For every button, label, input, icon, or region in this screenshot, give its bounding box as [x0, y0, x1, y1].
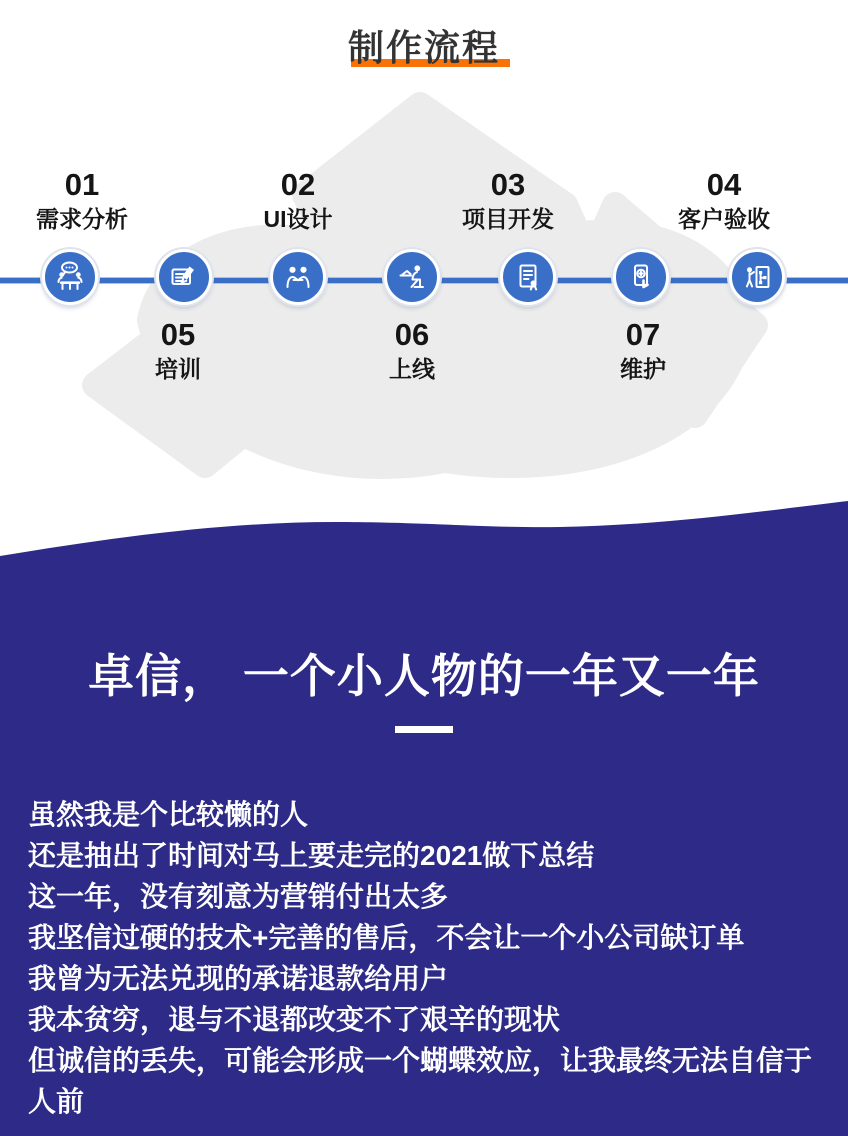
hero-title: 卓信， 一个小人物的一年又一年	[88, 650, 760, 702]
hero-text-line: 还是抽出了时间对马上要走完的2021做下总结	[28, 840, 595, 871]
step-labels	[649, 168, 799, 234]
hero-text-line: 我曾为无法兑现的承诺退款给用户	[28, 963, 449, 994]
hero-divider-dash	[395, 726, 453, 733]
step-icon-circle	[500, 249, 556, 305]
hero-text-line: 这一年，没有刻意为营销付出太多	[28, 881, 449, 912]
step-labels	[103, 318, 253, 384]
step-label: 上线	[389, 356, 435, 382]
step-number: 02	[280, 167, 316, 202]
step-number: 05	[160, 317, 196, 352]
process-timeline	[0, 0, 848, 480]
step-icon-circle	[613, 249, 669, 305]
step-icon-circle	[384, 249, 440, 305]
step-number: 06	[394, 317, 430, 352]
contract-icon	[166, 259, 202, 295]
greeting-icon	[280, 259, 316, 295]
page-title: 制作流程	[347, 27, 500, 68]
workstation-icon	[394, 259, 430, 295]
step-labels	[433, 168, 583, 234]
step-icon-circle	[729, 249, 785, 305]
flowchart-icon	[739, 259, 775, 295]
step-label: UI设计	[263, 206, 333, 232]
hero-text-line: 但诚信的丢失，可能会形成一个蝴蝶效应，让我最终无法自信于人前	[28, 1045, 813, 1117]
mobile-support-icon	[623, 259, 659, 295]
step-number: 01	[64, 167, 100, 202]
step-icon-circle	[270, 249, 326, 305]
step-icon-circle	[156, 249, 212, 305]
step-number: 04	[706, 167, 742, 202]
hero-paragraph	[28, 794, 820, 1122]
step-label: 客户验收	[678, 206, 770, 232]
step-label: 项目开发	[462, 206, 554, 232]
meeting-icon	[52, 259, 88, 295]
step-label: 需求分析	[36, 206, 128, 232]
step-number: 03	[490, 167, 526, 202]
hero-text-line: 我坚信过硬的技术+完善的售后，不会让一个小公司缺订单	[28, 922, 745, 953]
hero-text-line: 虽然我是个比较懒的人	[28, 799, 309, 830]
hero-text-line: 我本贫穷，退与不退都改变不了艰辛的现状	[28, 1004, 561, 1035]
certificate-icon	[510, 259, 546, 295]
step-label: 培训	[155, 356, 201, 382]
hero-section	[0, 480, 848, 1136]
step-number: 07	[625, 317, 661, 352]
step-icon-circle	[42, 249, 98, 305]
step-label: 维护	[620, 356, 666, 382]
